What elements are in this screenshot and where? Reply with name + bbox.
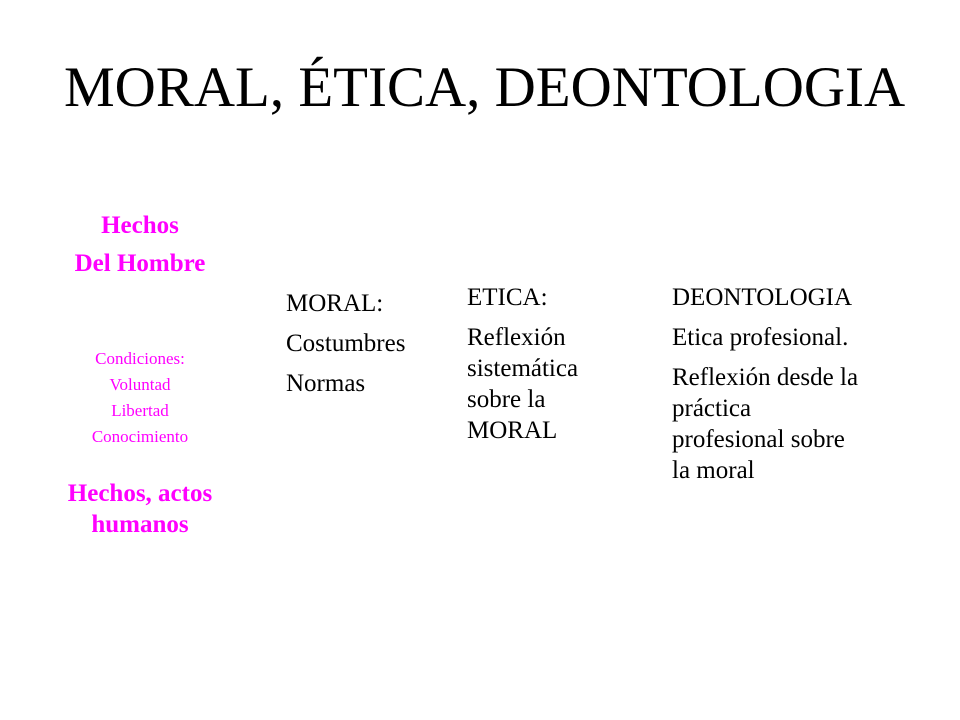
deontologia-description <box>672 362 942 486</box>
condition-conocimiento: Conocimiento <box>91 427 189 446</box>
condition-voluntad: Voluntad <box>109 375 171 394</box>
etica-line: Reflexión <box>467 324 566 351</box>
deontologia-line: profesional sobre <box>672 426 845 453</box>
conditions-label: Condiciones: <box>95 349 185 368</box>
etica-column <box>467 282 637 446</box>
condition-libertad: Libertad <box>111 401 169 420</box>
deontologia-line: la moral <box>672 457 755 484</box>
deontologia-line: Reflexión desde la <box>672 364 859 391</box>
moral-column <box>286 288 456 408</box>
etica-line: MORAL <box>467 417 558 444</box>
etica-description <box>467 322 637 446</box>
etica-heading: ETICA: <box>467 284 548 311</box>
etica-line: sistemática <box>467 355 579 382</box>
conditions-list <box>20 346 260 450</box>
moral-heading: MORAL: <box>286 290 384 317</box>
deontologia-item-etica-profesional: Etica profesional. <box>672 324 849 351</box>
humanos-line: humanos <box>91 511 189 538</box>
moral-item-normas: Normas <box>286 370 366 397</box>
deontologia-column <box>672 282 942 486</box>
hechos-line: Hechos <box>101 212 179 239</box>
hechos-actos-line: Hechos, actos <box>67 480 213 507</box>
hechos-del-hombre <box>20 207 260 283</box>
moral-item-costumbres: Costumbres <box>286 330 406 357</box>
deontologia-heading: DEONTOLOGIA <box>672 284 853 311</box>
del-hombre-line: Del Hombre <box>74 250 206 277</box>
hechos-actos-humanos <box>20 478 260 540</box>
deontologia-line: práctica <box>672 395 752 422</box>
etica-line: sobre la <box>467 386 546 413</box>
slide-title: MORAL, ÉTICA, DEONTOLOGIA <box>64 56 906 119</box>
